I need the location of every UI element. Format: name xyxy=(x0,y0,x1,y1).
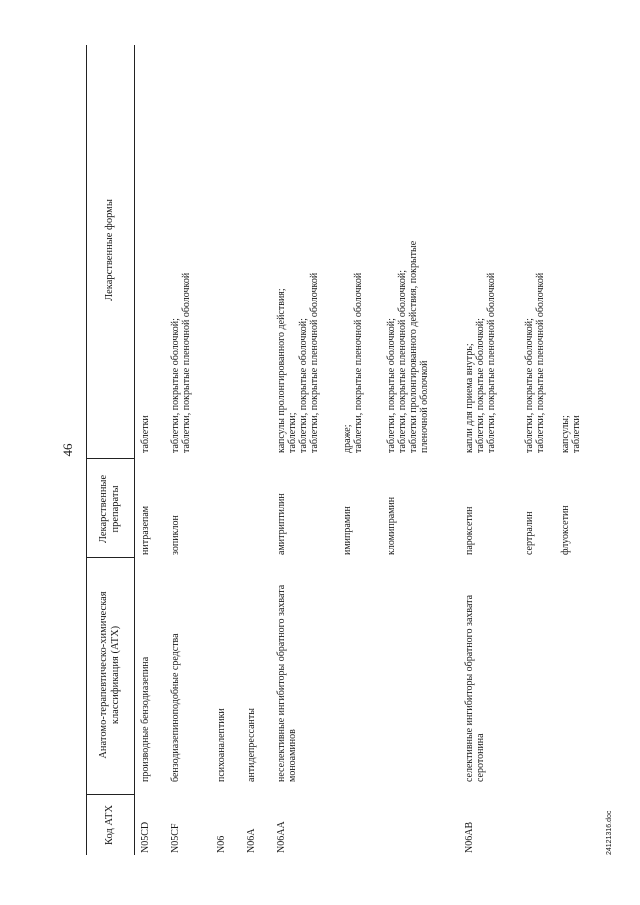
row-forms: таблетки, покрытые пленочной оболочкой xyxy=(486,272,497,453)
row-classification: серотонина xyxy=(475,733,486,782)
row-forms: таблетки, покрытые оболочкой; xyxy=(386,318,397,453)
row-classification: неселективные ингибиторы обратного захвата xyxy=(276,584,287,782)
row-forms: таблетки, покрытые пленочной оболочкой xyxy=(181,272,192,453)
row-classification: производные бензодиазепина xyxy=(140,656,151,782)
row-forms: капсулы пролонгированного действия; xyxy=(276,288,287,453)
row-forms: таблетки xyxy=(140,415,151,453)
header-divider xyxy=(86,557,134,558)
row-drug: амитриптилин xyxy=(276,493,287,555)
footer-filename: 24121316.doc xyxy=(606,810,613,855)
row-code: N05CF xyxy=(170,823,181,853)
header-drug: Лекарственные препараты xyxy=(98,474,121,544)
row-code: N06AA xyxy=(276,821,287,853)
row-forms: таблетки; xyxy=(287,412,298,453)
page-number: 46 xyxy=(60,443,75,457)
row-forms: таблетки, покрытые оболочкой; xyxy=(475,318,486,453)
row-classification: селективные ингибиторы обратного захвата xyxy=(464,594,475,782)
row-forms: таблетки xyxy=(571,415,582,453)
row-classification: моноаминов xyxy=(287,729,298,782)
row-drug: флуоксетин xyxy=(560,505,571,555)
row-forms: таблетки, покрытые пленочной оболочкой xyxy=(353,272,364,453)
rotated-page-content xyxy=(60,45,613,855)
row-forms: таблетки, покрытые пленочной оболочкой xyxy=(535,272,546,453)
header-forms: Лекарственные формы xyxy=(104,199,115,301)
row-forms: капли для приема внутрь; xyxy=(464,343,475,453)
row-drug: пароксетин xyxy=(464,506,475,555)
row-forms: таблетки, покрытые оболочкой; xyxy=(524,318,535,453)
row-code: N06 xyxy=(216,835,227,853)
header-divider xyxy=(86,458,134,459)
header-code: Код АТХ xyxy=(104,804,115,846)
row-classification: антидепрессанты xyxy=(246,708,257,782)
row-forms: драже; xyxy=(342,424,353,453)
row-forms: таблетки, покрытые пленочной оболочкой; xyxy=(397,269,408,453)
row-forms: таблетки пролонгированного действия, покрытые xyxy=(408,240,419,453)
row-drug: кломипрамин xyxy=(386,496,397,555)
row-drug: имипрамин xyxy=(342,506,353,555)
row-classification: психоаналептики xyxy=(216,708,227,782)
table-top-rule xyxy=(86,45,87,855)
row-forms: таблетки, покрытые оболочкой; xyxy=(170,318,181,453)
row-code: N06A xyxy=(246,828,257,853)
row-forms: пленочной оболочкой xyxy=(419,360,430,453)
header-classification: Анатомо-терапевтическо-химическая классификация (АТХ) xyxy=(98,591,121,759)
row-forms: таблетки, покрытые пленочной оболочкой xyxy=(309,272,320,453)
row-forms: таблетки, покрытые оболочкой; xyxy=(298,318,309,453)
row-forms: капсулы; xyxy=(560,415,571,453)
row-drug: нитразепам xyxy=(140,505,151,555)
row-drug: сертралин xyxy=(524,511,535,555)
row-classification: бензодиазепиноподобные средства xyxy=(170,633,181,782)
row-drug: зопиклон xyxy=(170,515,181,555)
row-code: N06AB xyxy=(464,821,475,853)
header-bottom-rule xyxy=(134,45,135,855)
row-code: N05CD xyxy=(140,821,151,853)
